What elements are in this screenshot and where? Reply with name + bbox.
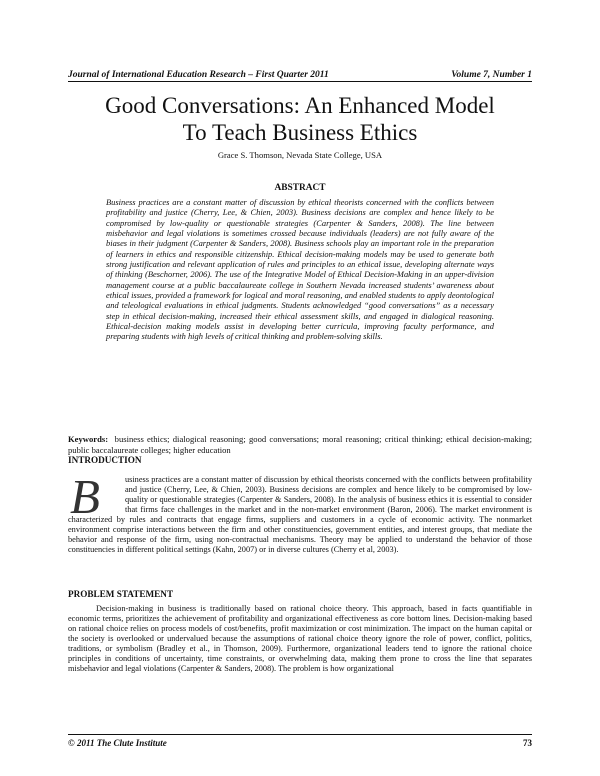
- keywords-label: Keywords:: [68, 434, 109, 444]
- page-number: 73: [523, 738, 532, 748]
- volume-number: Volume 7, Number 1: [451, 70, 532, 80]
- paper-title: [40, 92, 560, 146]
- keywords: [68, 434, 532, 456]
- drop-cap-space: [68, 475, 125, 507]
- keywords-text: business ethics; dialogical reasoning; good conversations; moral reasoning; critical thinking; ethical decision-making; public baccalaureate colleges; higher education: [68, 434, 532, 455]
- title-line-2: To Teach Business Ethics: [182, 120, 418, 145]
- title-line-1: Good Conversations: An Enhanced Model: [105, 93, 495, 118]
- problem-statement-heading: PROBLEM STATEMENT: [68, 589, 174, 599]
- introduction-paragraph: usiness practices are a constant matter of discussion by ethical theorists concerned with the conflicts between profitability and justice (Cherry, Lee, & Chien, 2003). Business decisions are complex and hence likely to be compromised by low-quality or questionable strategies (Carpenter & Sanders, 2008). In the analysis of business ethics it is essential to consider that firms face challenges in the market and in the non-market environment (Baron, 2006). The market environment is characterized by rules and contracts that engage firms, suppliers and customers in a cycle of economic activity. The nonmarket environment comprise interactions between the firm and other constituencies, government entities, and interest groups, that mediate the behavior and response of the firm, using non-contractual mechanisms. Theory may be applied to understand the behavior of those constituencies in different political settings (Kahn, 2007) or in diverse cultures (Cherry et al, 2003).: [68, 475, 532, 555]
- copyright: © 2011 The Clute Institute: [68, 738, 167, 748]
- running-header: [68, 70, 532, 82]
- problem-statement-text: Decision-making in business is traditionally based on rational choice theory. This approach, based in facts quantifiable in economic terms, prioritizes the achievement of profitability and organizational effectiveness as core bottom lines. Decision-making based on rational choice relies on process models of cost/benefits, profit maximization or cost minimization. The impact on the human capital or the society is overlooked or undervalued because the assumptions of rational choice theory ignore the role of power, conflict, politics, traditions, or symbolism (Bradley et al., in Thomson, 2009). Furthermore, organizational leaders tend to ignore the rational choice principles in conditions of uncertainty, time constraints, or overwhelming data, making them prone to cross the line that separates misbehavior and legal violations (Carpenter & Sanders, 2008). The problem is how organizational: [68, 604, 532, 674]
- drop-cap: B: [70, 469, 100, 524]
- abstract-heading: ABSTRACT: [274, 183, 326, 193]
- abstract-text: Business practices are a constant matter of discussion by ethical theorists concerned with the conflicts between profitability and justice (Cherry, Lee, & Chien, 2003). Business decisions are complex and hence likely to be compromised by low-quality or questionable strategies (Carpenter & Sanders, 2008). The line between misbehavior and legal violations is sometimes crossed because individuals (leaders) are not fully aware of the biases in their judgment (Carpenter & Sanders, 2008). Business schools play an important role in the preparation of learners in ethics and responsible citizenship. Ethical decision-making models may be used to generate both strong justification and relevant application of rules and principles to an ethical issue, developing alternate ways of thinking (Beschorner, 2006). The use of the Integrative Model of Ethical Decision-Making in an upper-division management course at a public baccalaureate college in Southern Nevada increased students’ awareness about ethical issues, provided a framework for logical and moral reasoning, and enabled students to apply deontological and teleological evaluations in ethical judgments. Students acknowledged “good conversations” as a necessary step in ethical decision-making, increased their ethical assessment skills, and engaged in dialogical reasoning. Ethical-decision making models assist in developing better curricula, improving faculty performance, and preparing students with high levels of critical thinking and problem-solving skills.: [106, 197, 494, 342]
- introduction-heading: INTRODUCTION: [68, 455, 142, 465]
- page-footer: [68, 734, 532, 748]
- journal-name: Journal of International Education Research – First Quarter 2011: [68, 70, 329, 80]
- introduction-text: [68, 475, 532, 555]
- author-affiliation: Grace S. Thomson, Nevada State College, USA: [217, 150, 383, 160]
